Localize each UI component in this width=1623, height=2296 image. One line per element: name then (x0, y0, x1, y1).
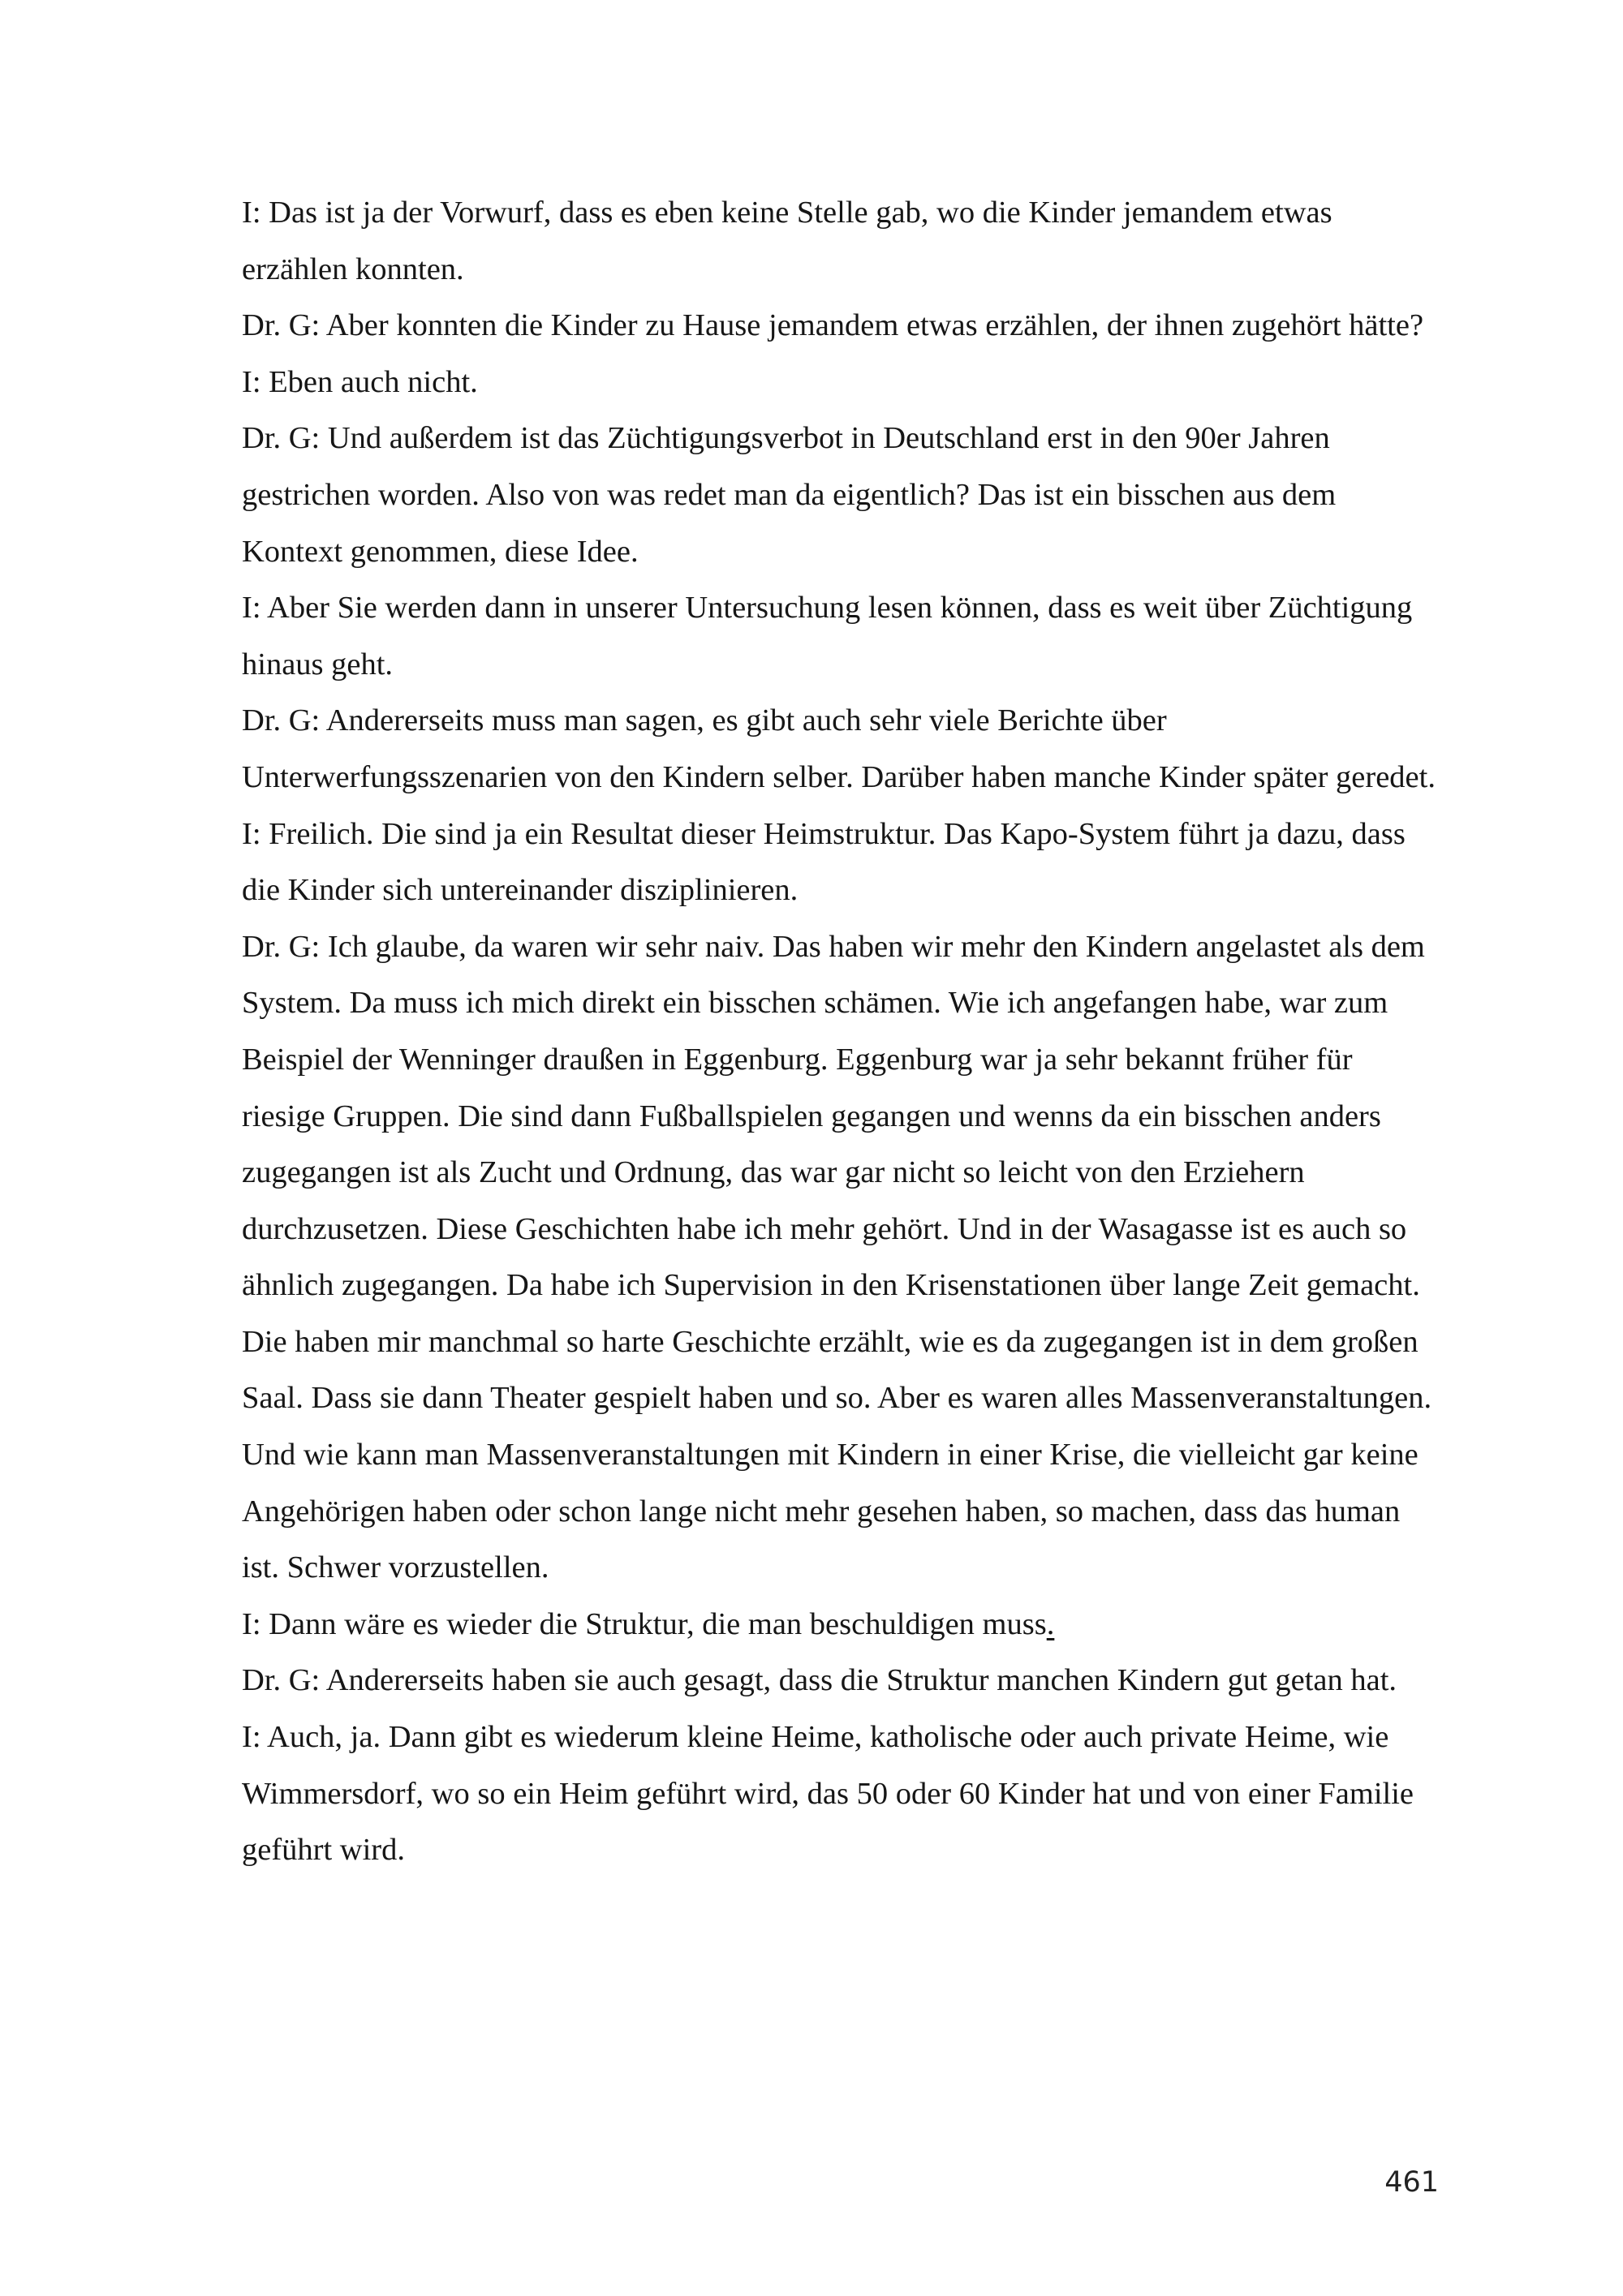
paragraph-dr-g-5: Dr. G: Andererseits haben sie auch gesagt, dass die Struktur manchen Kindern gut getan hat. (242, 1663, 1397, 1698)
transcript-body (242, 185, 1443, 1879)
paragraph-interviewer-4: I: Freilich. Die sind ja ein Resultat dieser Heimstruktur. Das Kapo-System führt ja dazu, dass die Kinder sich untereinander disziplinieren. (242, 816, 1406, 908)
paragraph-dr-g-1: Dr. G: Aber konnten die Kinder zu Hause jemandem etwas erzählen, der ihnen zugehört hätte? (242, 308, 1424, 343)
paragraph-dr-g-3: Dr. G: Andererseits muss man sagen, es gibt auch sehr viele Berichte über Unterwerfungsszenarien von den Kindern selber. Darüber haben manche Kinder später geredet. (242, 703, 1436, 794)
paragraph-dr-g-2: Dr. G: Und außerdem ist das Züchtigungsverbot in Deutschland erst in den 90er Jahren gestrichen worden. Also von was redet man da eigentlich? Das ist ein bisschen aus dem Kontext genommen, diese Idee. (242, 421, 1337, 569)
underlined-period: . (1046, 1606, 1055, 1641)
paragraph-interviewer-3: I: Aber Sie werden dann in unserer Untersuchung lesen können, dass es weit über Züchtigung hinaus geht. (242, 591, 1413, 681)
paragraph-interviewer-6: I: Auch, ja. Dann gibt es wiederum kleine Heime, katholische oder auch private Heime, wie Wimmersdorf, wo so ein Heim geführt wird, das 50 oder 60 Kinder hat und von einer Familie geführt wird. (242, 1720, 1414, 1868)
paragraph-dr-g-4: Dr. G: Ich glaube, da waren wir sehr naiv. Das haben wir mehr den Kindern angelastet als dem System. Da muss ich mich direkt ein bisschen schämen. Wie ich angefangen habe, war zum Beispiel der Wenninger draußen in Eggenburg. Eggenburg war ja sehr bekannt früher für riesige Gruppen. Die sind dann Fußballspielen gegangen und wenns da ein bisschen anders zugegangen ist als Zucht und Ordnung, das war gar nicht so leicht von den Erziehern durchzusetzen. Diese Geschichten habe ich mehr gehört. Und in der Wasagasse ist es auch so ähnlich zugegangen. Da habe ich Supervision in den Krisenstationen über lange Zeit gemacht. Die haben mir manchmal so harte Geschichte erzählt, wie es da zugegangen ist in dem großen Saal. Dass sie dann Theater gespielt haben und so. Aber es waren alles Massenveranstaltungen. Und wie kann man Massenveranstaltungen mit Kindern in einer Krise, die vielleicht gar keine Angehörigen haben oder schon lange nicht mehr gesehen haben, so machen, dass das human ist. Schwer vorzustellen. (242, 929, 1432, 1585)
paragraph-interviewer-5-text: I: Dann wäre es wieder die Struktur, die man beschuldigen muss (242, 1606, 1047, 1641)
paragraph-interviewer-1: I: Das ist ja der Vorwurf, dass es eben keine Stelle gab, wo die Kinder jemandem etwas erzählen konnten. (242, 196, 1332, 286)
page-number: 461 (1384, 2166, 1439, 2199)
paragraph-interviewer-5 (242, 1597, 1443, 1653)
paragraph-interviewer-2: I: Eben auch nicht. (242, 364, 478, 399)
